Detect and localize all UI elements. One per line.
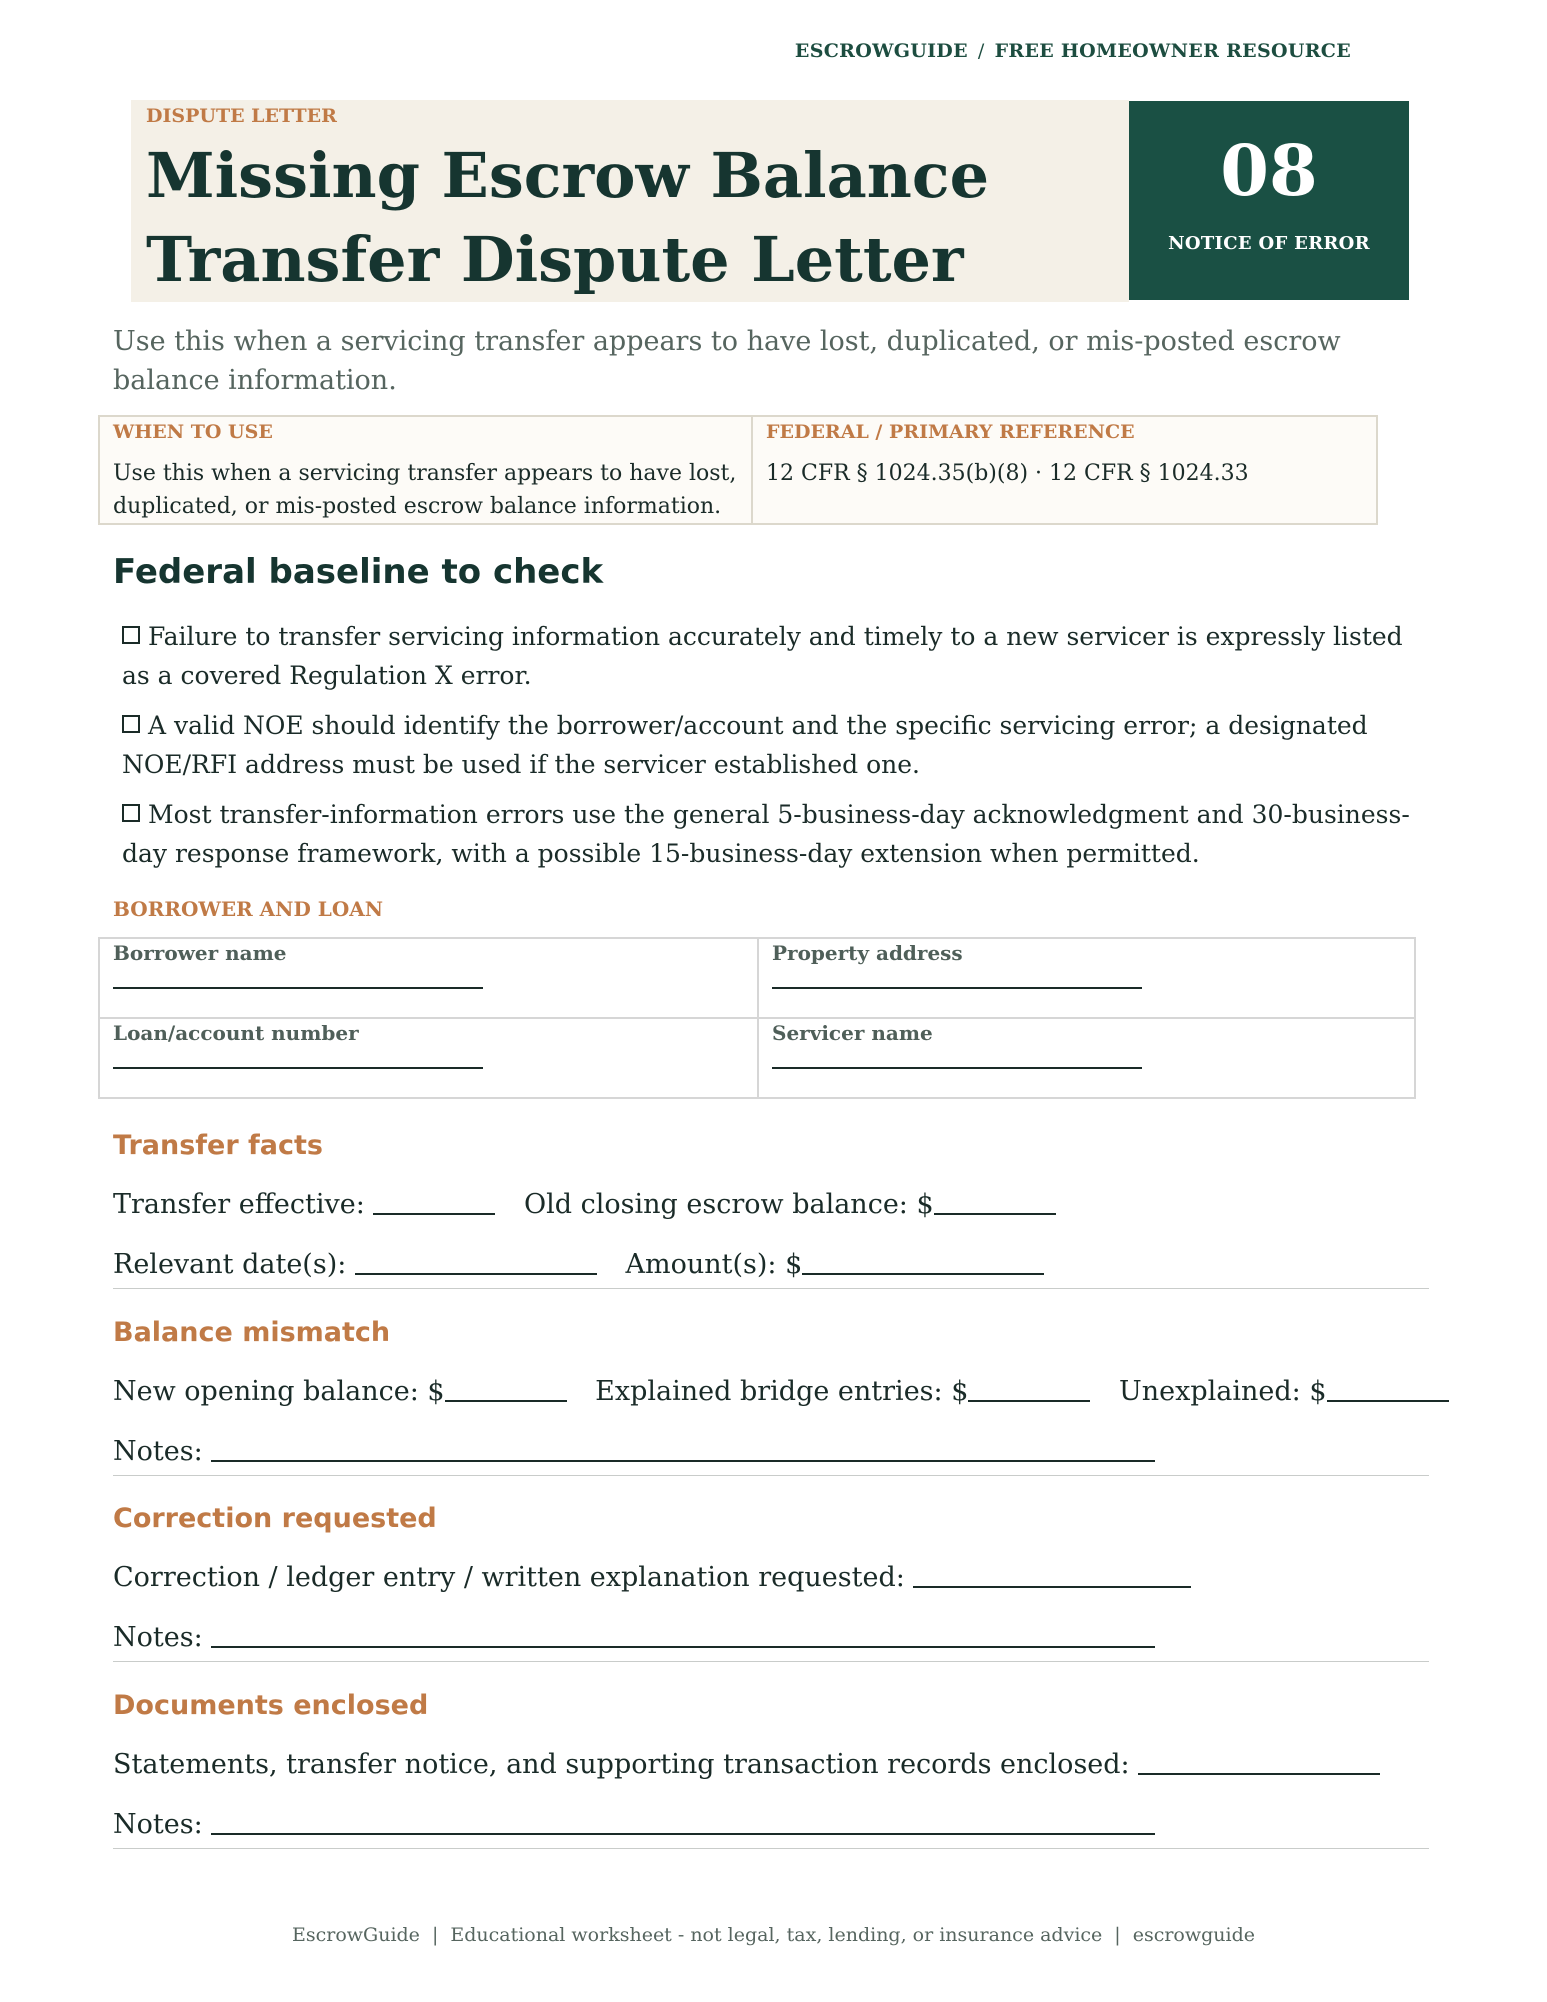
bridge-entries-field[interactable] <box>968 1378 1090 1402</box>
bridge-entries-label: Explained bridge entries: $ <box>595 1376 969 1407</box>
borrower-name-cell <box>100 939 759 1019</box>
unexplained-field[interactable] <box>1327 1378 1449 1402</box>
footer-site: escrowguide <box>1132 1924 1256 1946</box>
documents-notes-label: Notes: <box>113 1809 203 1840</box>
loan-number-field[interactable] <box>113 1067 483 1069</box>
old-balance-field[interactable] <box>934 1191 1056 1215</box>
checklist-item <box>122 706 1422 784</box>
new-opening-label: New opening balance: $ <box>113 1376 445 1407</box>
mismatch-notes-field[interactable] <box>211 1438 1155 1462</box>
when-to-use-label: WHEN TO USE <box>113 421 273 443</box>
servicer-name-cell <box>759 1019 1414 1097</box>
borrower-table <box>98 937 1416 1099</box>
transfer-effective-field[interactable] <box>373 1191 495 1215</box>
transfer-facts-section <box>113 1129 1429 1289</box>
when-to-use-cell <box>100 417 753 523</box>
correction-notes-label: Notes: <box>113 1622 203 1653</box>
brand-tagline: FREE HOMEOWNER RESOURCE <box>994 40 1351 62</box>
balance-mismatch-section <box>113 1316 1429 1476</box>
relevant-dates-label: Relevant date(s): <box>113 1249 347 1280</box>
amounts-field[interactable] <box>802 1251 1044 1275</box>
servicer-name-field[interactable] <box>772 1067 1142 1069</box>
transfer-row-1 <box>113 1188 1429 1222</box>
info-table <box>98 415 1378 525</box>
letter-number: 08 <box>1220 129 1318 212</box>
documents-enclosed-field[interactable] <box>1138 1751 1380 1775</box>
top-brand-bar <box>795 40 1351 62</box>
mismatch-row-2 <box>113 1435 1429 1469</box>
documents-heading: Documents enclosed <box>113 1690 429 1721</box>
when-to-use-text: Use this when a servicing transfer appears to have lost, duplicated, or mis-posted escrow balance information. <box>113 461 737 519</box>
checklist-item <box>122 617 1422 695</box>
loan-number-cell <box>100 1019 759 1097</box>
borrower-heading: BORROWER AND LOAN <box>113 897 384 921</box>
checkbox-icon[interactable] <box>122 715 140 733</box>
footer-pipe: | <box>431 1924 439 1946</box>
page-title: Missing Escrow Balance Transfer Dispute Letter <box>146 139 990 296</box>
correction-row-2 <box>113 1621 1429 1655</box>
letter-type-tag: NOTICE OF ERROR <box>1168 233 1370 254</box>
new-opening-field[interactable] <box>445 1378 567 1402</box>
transfer-effective-label: Transfer effective: <box>113 1189 365 1220</box>
property-address-label: Property address <box>772 941 963 965</box>
intro-text: Use this when a servicing transfer appears to have lost, duplicated, or mis-posted escrow balance information. <box>113 326 1341 396</box>
correction-request-label: Correction / ledger entry / written explanation requested: <box>113 1562 905 1593</box>
documents-row-1 <box>113 1748 1429 1782</box>
checklist-item <box>122 795 1422 873</box>
loan-number-label: Loan/account number <box>113 1021 359 1045</box>
footer-brand: EscrowGuide <box>291 1924 420 1946</box>
documents-section <box>113 1689 1429 1849</box>
mismatch-notes-label: Notes: <box>113 1436 203 1467</box>
relevant-dates-field[interactable] <box>355 1251 597 1275</box>
correction-section <box>113 1502 1429 1662</box>
checklist-item-text: A valid NOE should identify the borrower/account and the specific servicing error; a designated NOE/RFI address must be used if the servicer established one. <box>122 711 1368 779</box>
checkbox-icon[interactable] <box>122 626 140 644</box>
baseline-heading: Federal baseline to check <box>113 552 604 592</box>
property-address-cell <box>759 939 1414 1019</box>
documents-enclosed-label: Statements, transfer notice, and supporting transaction records enclosed: <box>113 1749 1130 1780</box>
old-balance-label: Old closing escrow balance: $ <box>523 1189 934 1220</box>
page-footer <box>0 1924 1547 1946</box>
property-address-field[interactable] <box>772 987 1142 989</box>
balance-mismatch-heading: Balance mismatch <box>113 1317 391 1348</box>
footer-disclaimer: Educational worksheet - not legal, tax, lending, or insurance advice <box>450 1924 1103 1946</box>
documents-notes-field[interactable] <box>211 1811 1155 1835</box>
brand-name: ESCROWGUIDE <box>794 40 968 62</box>
correction-row-1 <box>113 1561 1429 1595</box>
hero-kicker: DISPUTE LETTER <box>146 105 337 127</box>
hero-banner <box>131 100 1410 302</box>
reference-label: FEDERAL / PRIMARY REFERENCE <box>766 421 1135 443</box>
unexplained-label: Unexplained: $ <box>1118 1376 1327 1407</box>
brand-separator: / <box>977 40 985 62</box>
transfer-row-2 <box>113 1248 1429 1282</box>
hero-number-panel <box>1129 101 1409 300</box>
footer-pipe: | <box>1114 1924 1121 1946</box>
transfer-facts-heading: Transfer facts <box>113 1130 324 1161</box>
servicer-name-label: Servicer name <box>772 1021 933 1045</box>
reference-text: 12 CFR § 1024.35(b)(8) · 12 CFR § 1024.33 <box>766 461 1249 486</box>
mismatch-row-1 <box>113 1375 1429 1409</box>
correction-heading: Correction requested <box>113 1503 437 1534</box>
baseline-checklist <box>122 617 1422 884</box>
checklist-item-text: Failure to transfer servicing information accurately and timely to a new servicer is expressly listed as a covered Regulation X error. <box>122 622 1403 690</box>
checkbox-icon[interactable] <box>122 804 140 822</box>
borrower-name-field[interactable] <box>113 987 483 989</box>
documents-row-2 <box>113 1808 1429 1842</box>
checklist-item-text: Most transfer-information errors use the general 5-business-day acknowledgment and 30-business-day response framework, with a possible 15-business-day extension when permitted. <box>122 800 1410 868</box>
correction-request-field[interactable] <box>913 1564 1191 1588</box>
borrower-name-label: Borrower name <box>113 941 287 965</box>
amounts-label: Amount(s): $ <box>625 1249 803 1280</box>
reference-cell <box>753 417 1376 523</box>
correction-notes-field[interactable] <box>211 1624 1155 1648</box>
hero-title-panel <box>131 100 1129 302</box>
